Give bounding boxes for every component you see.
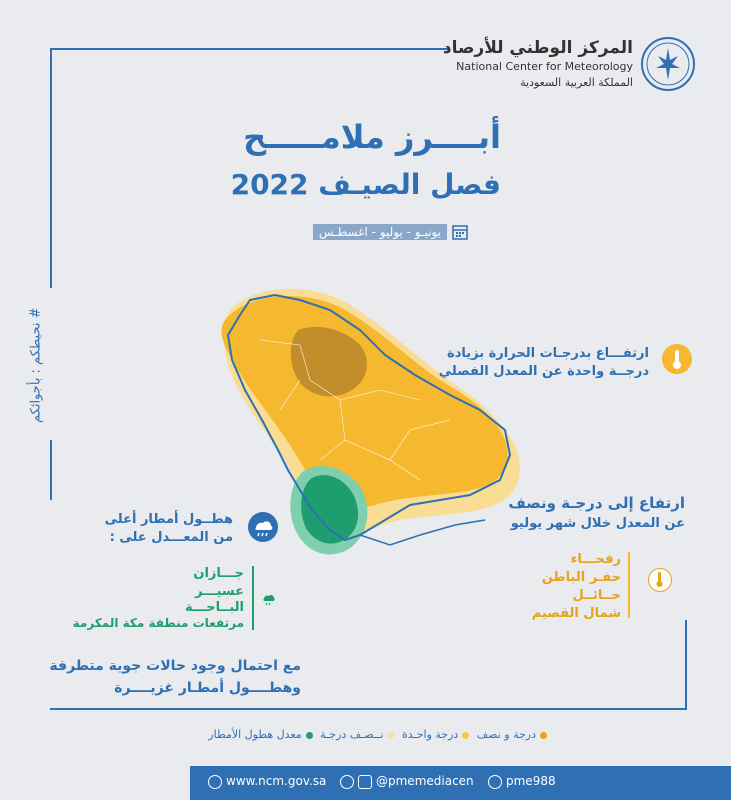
july-note-line1: ارتفاع إلى درجـة ونصف	[508, 494, 685, 512]
city-2: حفـر الباطن	[541, 570, 621, 585]
cities-divider	[628, 552, 630, 618]
extreme-note-line2: وهطــــول أمطـار غزيــــرة	[114, 680, 301, 696]
july-note-line2: عن المعدل خلال شهر يوليو	[510, 516, 685, 531]
temp-note-line2: درجــة واحدة عن المعدل الفصلي	[438, 364, 649, 379]
hashtag-vertical: # نحيطكم : بأجوائكم	[28, 307, 44, 423]
thermometer-icon-cities	[648, 568, 672, 592]
city-1: رفحـــاء	[570, 552, 621, 567]
region-1: جـــازان	[193, 566, 244, 581]
thermometer-icon-top	[662, 344, 692, 374]
org-name-en: National Center for Meteorology	[456, 60, 633, 73]
rain-cloud-icon	[248, 512, 278, 542]
footer-bar	[190, 766, 731, 800]
title-line1: أبــــرز ملامـــــح	[243, 118, 501, 156]
city-3: حــائــل	[572, 588, 621, 603]
footer-social[interactable]: @pmemediacen	[340, 774, 474, 789]
rain-drop-icon	[260, 590, 278, 608]
extreme-note-line1: مع احتمال وجود حالات جوية متطرفة	[49, 658, 301, 674]
legend-item-4: معدل هطول الأمطار	[208, 728, 316, 741]
legend-item-1: درجة و نصف	[477, 728, 551, 741]
rain-note-line2: من المعـــدل على :	[109, 530, 233, 545]
legend-item-2: درجة واحـدة	[402, 728, 473, 741]
org-name-ar: المركز الوطني للأرصاد	[442, 38, 633, 58]
region-2: عسيـــر	[195, 584, 244, 599]
months-label: يونيـو - يوليو - اغسطـس	[313, 224, 447, 240]
region-3: البــاحـــة	[185, 600, 244, 615]
title-line2: فصل الصيـف 2022	[230, 168, 501, 201]
kingdom-name-ar: المملكة العربية السعودية	[520, 76, 633, 89]
footer-website[interactable]: www.ncm.gov.sa	[208, 774, 326, 789]
twitter-icon	[358, 775, 372, 789]
region-4: مرتفعات منطقة مكة المكرمة	[72, 616, 244, 630]
globe-icon	[208, 775, 222, 789]
regions-divider	[252, 566, 254, 630]
legend-item-3: نــصـف درجـة	[320, 728, 398, 741]
footer-phone[interactable]: pme988	[488, 774, 556, 789]
temp-note-line1: ارتفـــاع بدرجـات الحرارة بزيادة	[447, 346, 649, 361]
map-legend	[208, 728, 551, 741]
city-4: شمال القصيم	[531, 606, 621, 621]
phone-icon	[488, 775, 502, 789]
instagram-icon	[340, 775, 354, 789]
rain-note-line1: هطــول أمطار أعلى	[104, 512, 233, 527]
